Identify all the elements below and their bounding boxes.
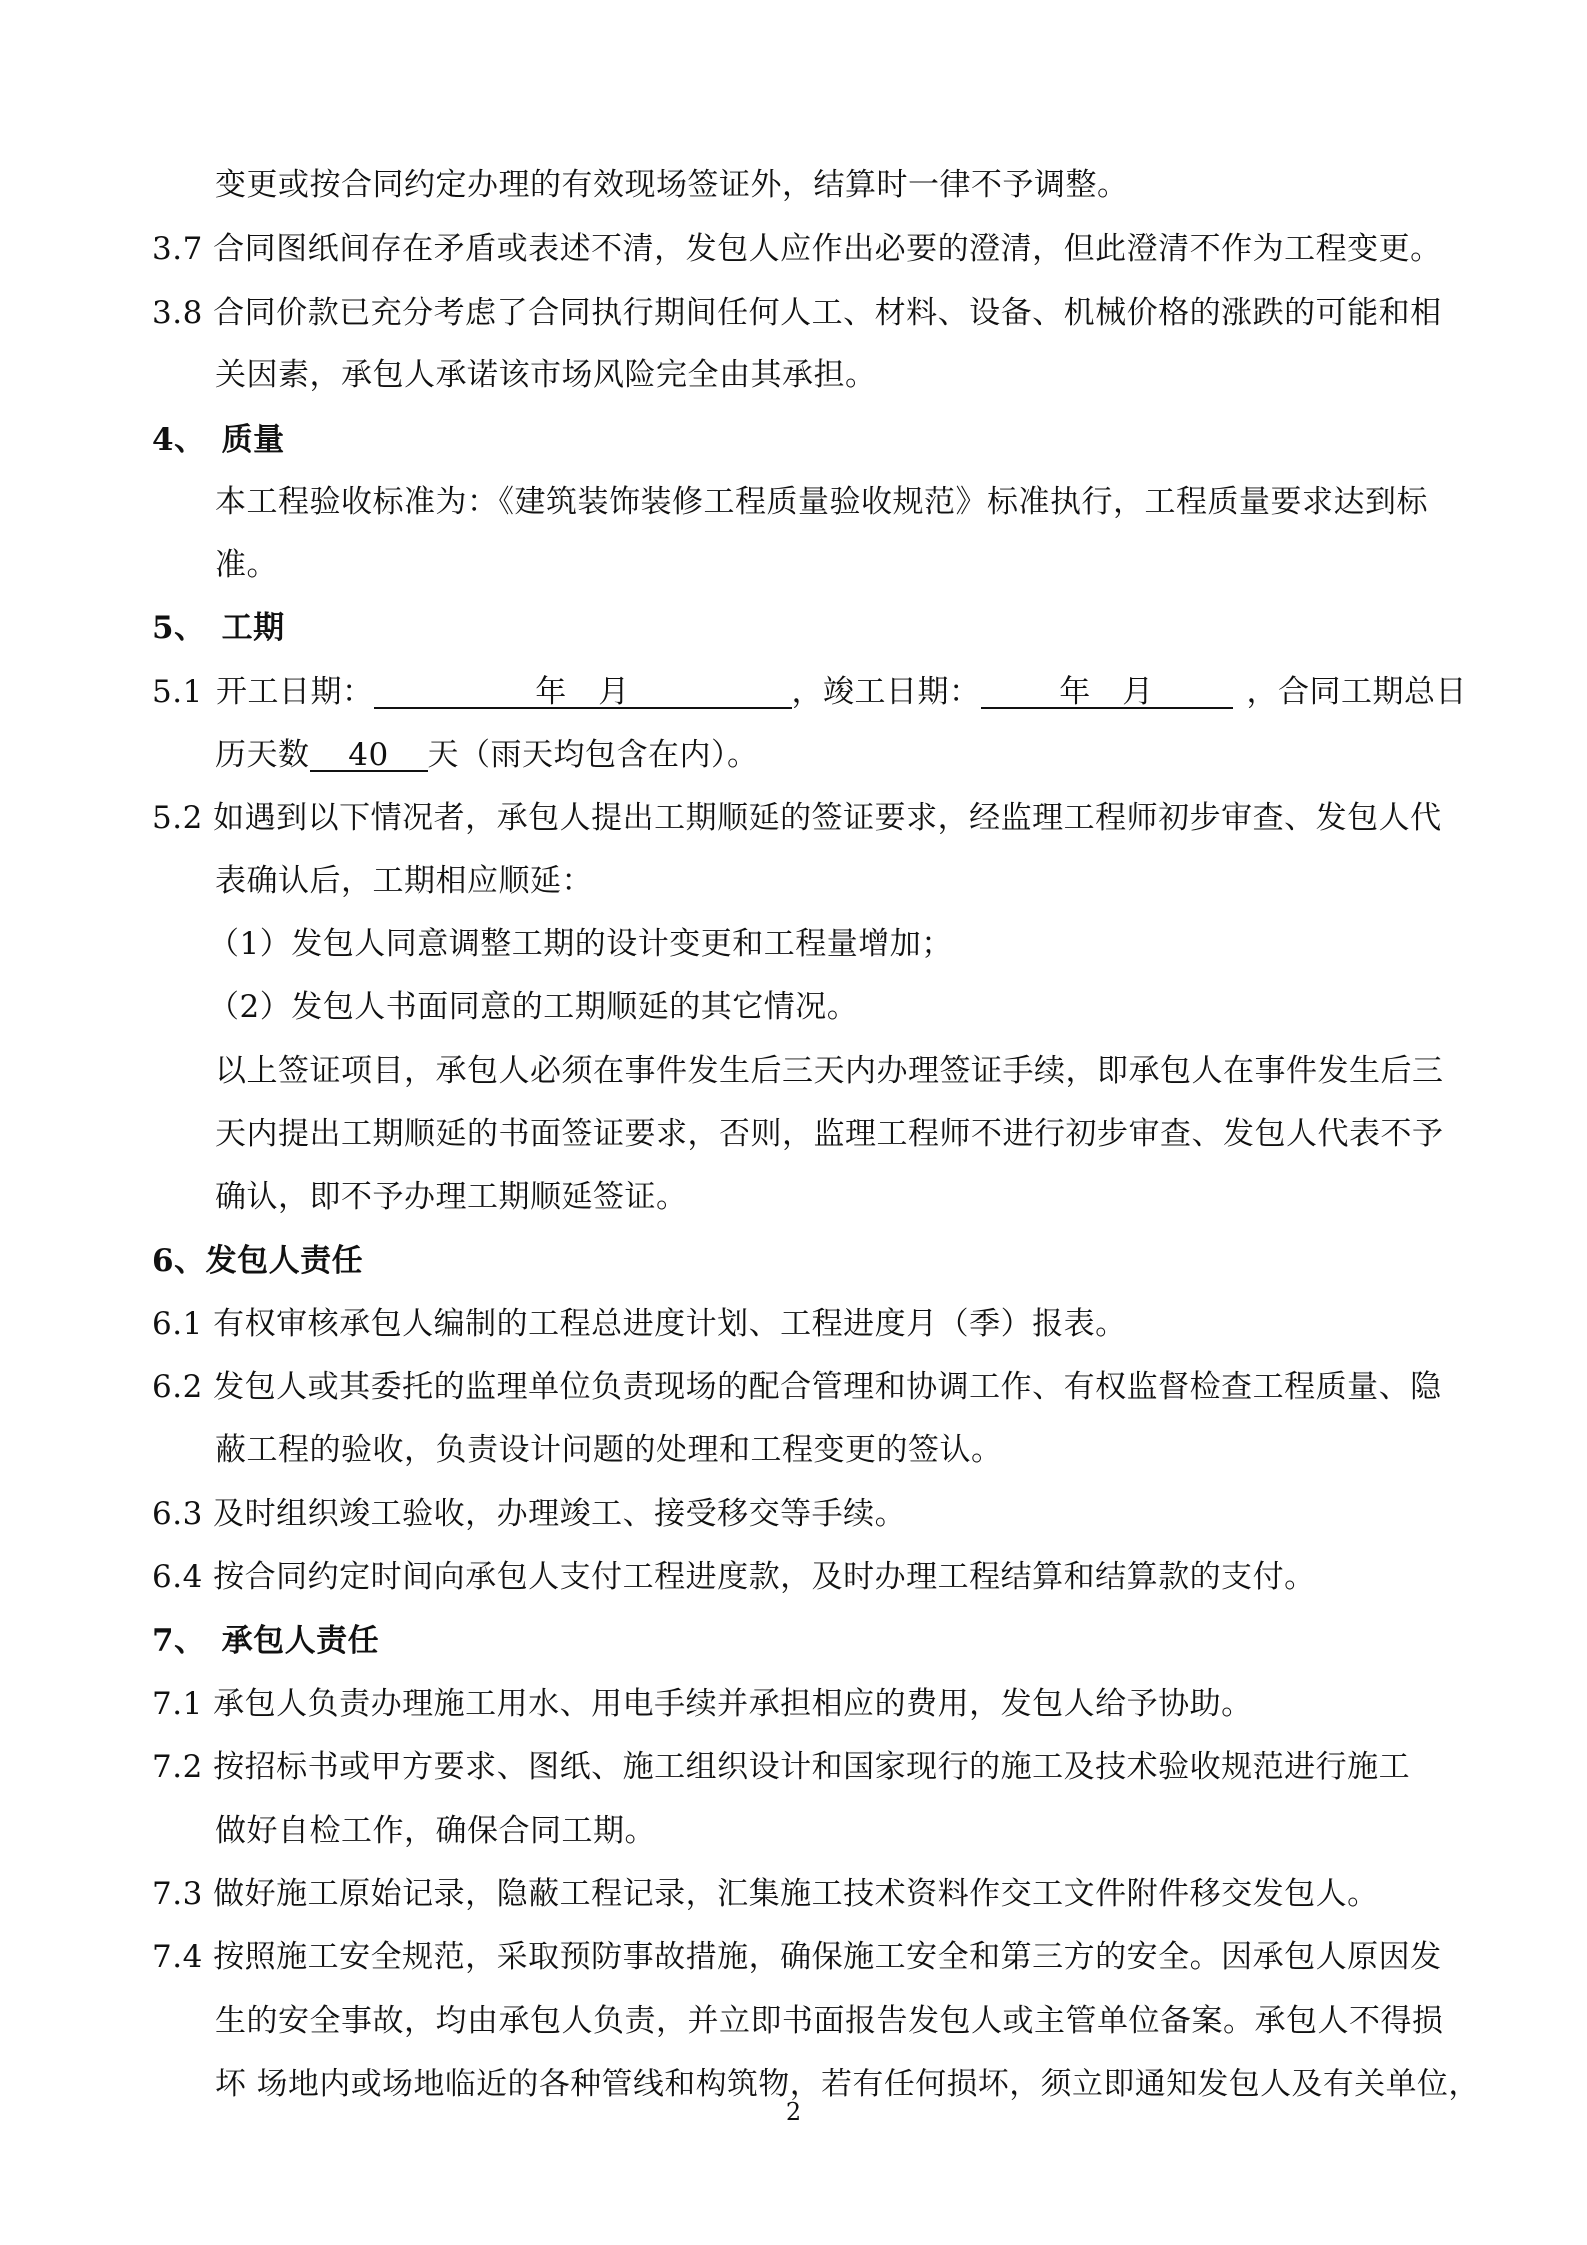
text-line: 坏 场地内或场地临近的各种管线和构筑物，若有任何损坏，须立即通知发包人及有关单位，: [215, 2066, 1480, 2102]
duration-line: [215, 730, 759, 780]
start-date-label: 开工日期：: [216, 674, 374, 710]
text-line: 7.4 按照施工安全规范，采取预防事故措施，确保施工安全和第三方的安全。因承包人原因发: [152, 1939, 1442, 1975]
text-line: 7.2 按招标书或甲方要求、图纸、施工组织设计和国家现行的施工及技术验收规范进行施工: [152, 1749, 1411, 1785]
section-heading: 4、 质量: [152, 422, 285, 458]
section-heading: 5、 工期: [152, 610, 285, 646]
text-line: 6.4 按合同约定时间向承包人支付工程进度款，及时办理工程结算和结算款的支付。: [152, 1559, 1316, 1595]
text-line: 表确认后，工期相应顺延：: [215, 863, 593, 899]
text-line: 准。: [215, 547, 278, 583]
text-line: 6.3 及时组织竣工验收，办理竣工、接受移交等手续。: [152, 1496, 907, 1532]
start-end-date-line: [152, 667, 1467, 717]
text-line: （2）发包人书面同意的工期顺延的其它情况。: [208, 989, 859, 1025]
text-line: 7.1 承包人负责办理施工用水、用电手续并承担相应的费用，发包人给予协助。: [152, 1686, 1253, 1722]
text-line: 3.7 合同图纸间存在矛盾或表述不清，发包人应作出必要的澄清，但此澄清不作为工程变更。: [152, 231, 1442, 267]
text-line: 6.2 发包人或其委托的监理单位负责现场的配合管理和协调工作、有权监督检查工程质量、隐: [152, 1369, 1442, 1405]
text-line: 关因素，承包人承诺该市场风险完全由其承担。: [215, 357, 877, 393]
section-heading: 7、 承包人责任: [152, 1623, 380, 1659]
text-line: 6.1 有权审核承包人编制的工程总进度计划、工程进度月（季）报表。: [152, 1306, 1127, 1342]
duration-prefix: 历天数: [215, 737, 310, 773]
end-date-label: ，竣工日期：: [791, 674, 981, 710]
duration-label: ，合同工期总日: [1246, 674, 1467, 710]
text-line: 天内提出工期顺延的书面签证要求，否则，监理工程师不进行初步审查、发包人代表不予: [215, 1116, 1444, 1152]
text-line: 蔽工程的验收，负责设计问题的处理和工程变更的签认。: [215, 1432, 1003, 1468]
text-line: 变更或按合同约定办理的有效现场签证外，结算时一律不予调整。: [215, 167, 1129, 203]
start-date-blank: 年 月: [374, 667, 792, 709]
duration-days: 40: [310, 730, 428, 772]
page-number: 2: [785, 2098, 802, 2126]
duration-suffix: 天（雨天均包含在内）。: [427, 737, 759, 773]
text-line: 做好自检工作，确保合同工期。: [215, 1813, 656, 1849]
text-line: （1）发包人同意调整工期的设计变更和工程量增加；: [208, 926, 953, 962]
text-line: 本工程验收标准为：《建筑装饰装修工程质量验收规范》标准执行，工程质量要求达到标: [215, 484, 1428, 520]
clause-number: 5.1: [152, 674, 203, 710]
text-line: 7.3 做好施工原始记录，隐蔽工程记录，汇集施工技术资料作交工文件附件移交发包人。: [152, 1876, 1379, 1912]
text-line: 确认，即不予办理工期顺延签证。: [215, 1179, 688, 1215]
text-line: 生的安全事故，均由承包人负责，并立即书面报告发包人或主管单位备案。承包人不得损: [215, 2003, 1444, 2039]
text-line: 3.8 合同价款已充分考虑了合同执行期间任何人工、材料、设备、机械价格的涨跌的可能和相: [152, 295, 1442, 331]
text-line: 以上签证项目，承包人必须在事件发生后三天内办理签证手续，即承包人在事件发生后三: [215, 1053, 1444, 1089]
section-heading: 6、发包人责任: [152, 1243, 364, 1279]
end-date-blank: 年 月: [981, 667, 1233, 709]
text-line: 5.2 如遇到以下情况者，承包人提出工期顺延的签证要求，经监理工程师初步审查、发包人代: [152, 800, 1442, 836]
